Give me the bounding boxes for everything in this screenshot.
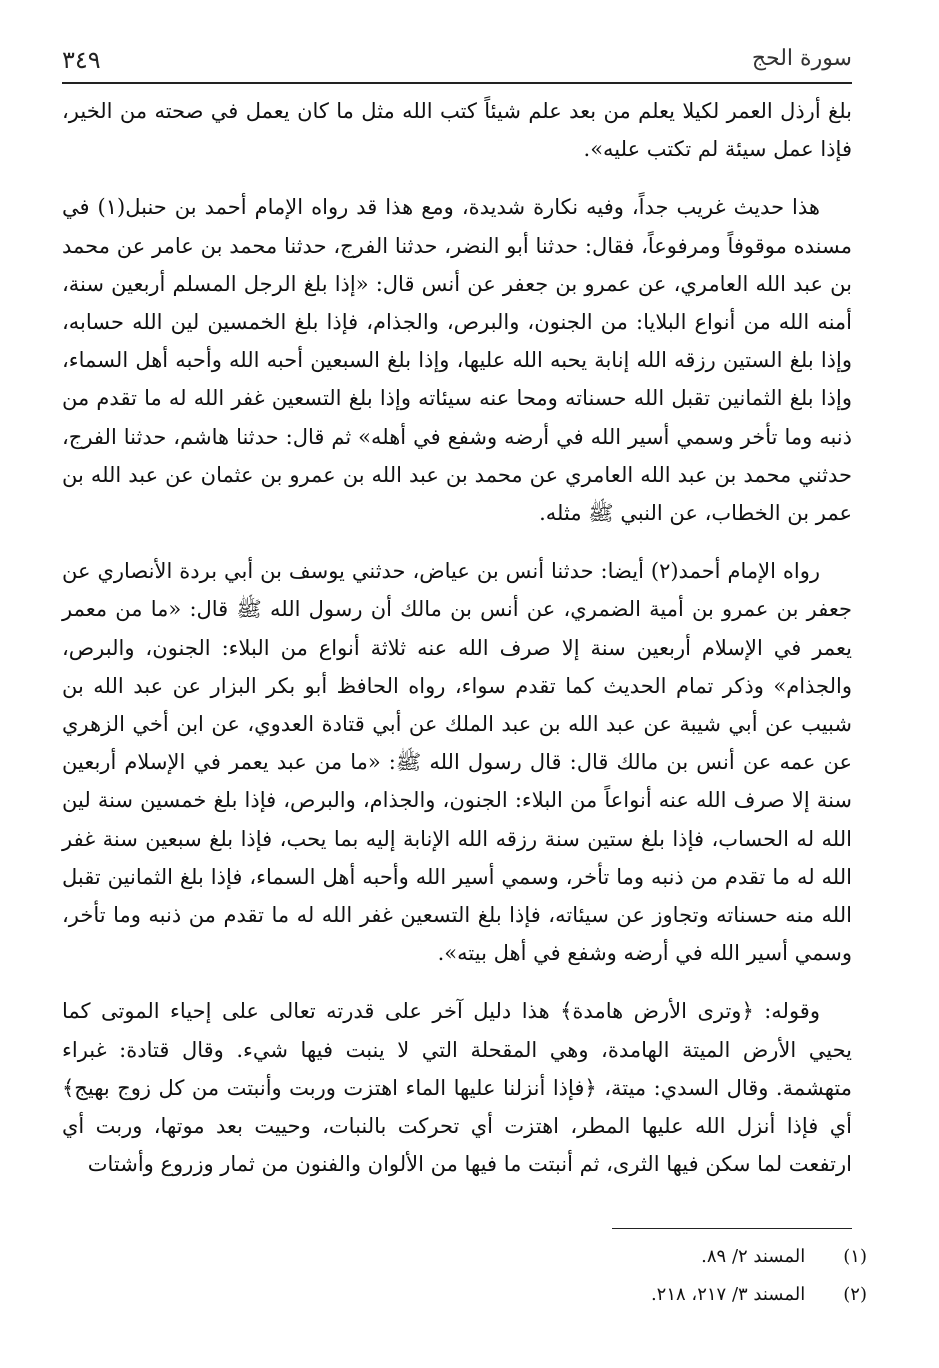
footnote-1 — [367, 1238, 867, 1276]
page-header — [62, 42, 852, 84]
footnote-divider — [612, 1228, 852, 1229]
main-text — [62, 92, 852, 1183]
page-number: ٣٤٩ — [62, 46, 101, 74]
footnote-number: (٢) — [843, 1284, 867, 1305]
paragraph-1: بلغ أرذل العمر لكيلا يعلم من بعد علم شيئاً كتب الله مثل ما كان يعمل في صحته من الخير، فإذا عمل سيئة لم تكتب عليه». — [62, 99, 852, 162]
paragraph-3: رواه الإمام أحمد(٢) أيضا: حدثنا أنس بن عياض، حدثني يوسف بن أبي بردة الأنصاري عن جعفر بن عمرو بن أمية الضمري، عن أنس بن مالك أن رسول الله ﷺ قال: «ما من معمر يعمر في الإسلام أربعين سنة إلا صرف الله عنه ثلاثة أنواع من البلاء: الجنون، والبرص، والجذام» وذكر تمام الحديث كما تقدم سواء، رواه الحافظ أبو بكر البزار عن عبد الله بن شبيب عن أبي شيبة عن عبد الله بن عبد الملك عن أبي قتادة العدوي، عن ابن أخي الزهري عن عمه عن أنس بن مالك قال: قال رسول الله ﷺ: «ما من عبد يعمر في الإسلام أربعين سنة إلا صرف الله عنه أنواعاً من البلاء: الجنون، والجذام، والبرص، فإذا بلغ خمسين سنة لين الله له الحساب، فإذا بلغ ستين سنة رزقه الله الإنابة إليه بما يحب، فإذا بلغ سبعين سنة غفر الله له ما تقدم من ذنبه وما تأخر، وسمي أسير الله وأحبه أهل السماء، فإذا بلغ الثمانين تقبل الله منه حسناته وتجاوز عن سيئاته، فإذا بلغ التسعين غفر الله له ما تقدم من ذنبه وما تأخر، وسمي أسير الله في أرضه وشفع في أهل بيته». — [62, 559, 852, 966]
paragraph-4: وقوله: ﴿وترى الأرض هامدة﴾ هذا دليل آخر على قدرته تعالى على إحياء الموتى كما يحيي الأرض الميتة الهامدة، وهي المقحلة التي لا ينبت فيها شيء. وقال قتادة: غبراء متهشمة. وقال السدي: ميتة، ﴿فإذا أنزلنا عليها الماء اهتزت وربت وأنبتت من كل زوج بهيج﴾ أي فإذا أنزل الله عليها المطر، اهتزت أي تحركت بالنبات، وحييت بعد موتها، وربت أي ارتفعت لما سكن فيها الثرى، ثم أنبتت ما فيها من الألوان والفنون من ثمار وزروع وأشتات — [62, 999, 852, 1177]
footnote-number: (١) — [843, 1246, 867, 1267]
surah-title: سورة الحج — [751, 46, 852, 71]
footnotes — [367, 1238, 867, 1314]
footnote-2 — [367, 1276, 867, 1314]
footnote-text: المسند ٢/ ٨٩. — [701, 1246, 806, 1267]
footnote-text: المسند ٣/ ٢١٧، ٢١٨. — [650, 1284, 806, 1305]
paragraph-2: هذا حديث غريب جداً، وفيه نكارة شديدة، ومع هذا قد رواه الإمام أحمد بن حنبل(١) في مسنده موقوفاً ومرفوعاً، فقال: حدثنا أبو النضر، حدثنا الفرج، حدثنا محمد بن عامر عن محمد بن عبد الله العامري، عن عمرو بن جعفر عن أنس قال: «إذا بلغ الرجل المسلم أربعين سنة، أمنه الله من أنواع البلايا: من الجنون، والبرص، والجذام، فإذا بلغ الخمسين لين الله حسابه، وإذا بلغ الستين رزقه الله إنابة يحبه الله عليها، وإذا بلغ السبعين أحبه الله وأحبه أهل السماء، وإذا بلغ الثمانين تقبل الله حسناته ومحا عنه سيئاته وإذا بلغ التسعين غفر الله له ما تقدم من ذنبه وما تأخر وسمي أسير الله في أرضه وشفع في أهله» ثم قال: حدثنا هاشم، حدثنا الفرج، حدثني محمد بن عبد الله العامري عن محمد بن عبد الله بن عمرو بن عثمان عن عبد الله بن عمر بن الخطاب، عن النبي ﷺ مثله. — [62, 195, 852, 526]
